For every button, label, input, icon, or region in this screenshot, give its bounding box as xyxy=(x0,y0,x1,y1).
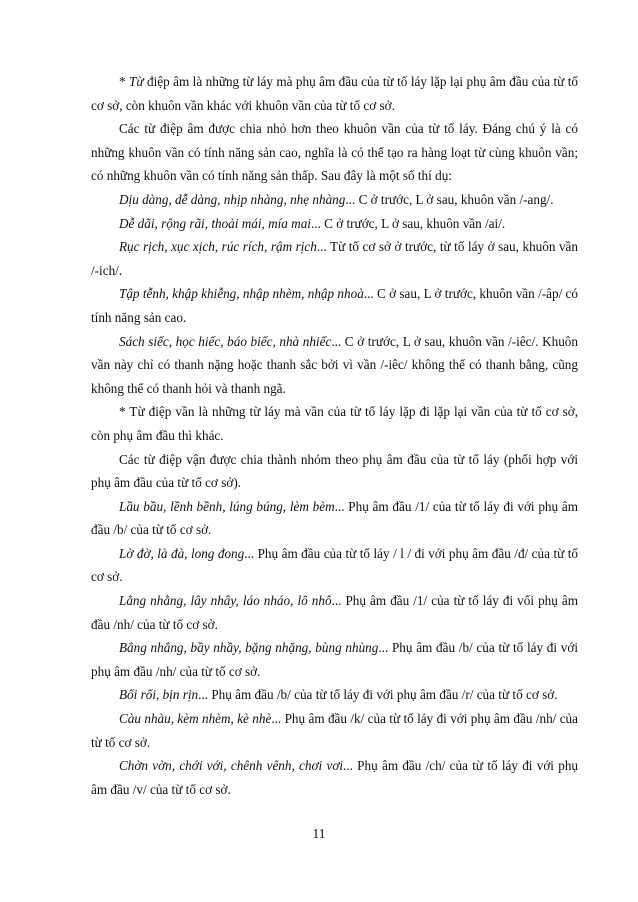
example-ang: Dịu dàng, dễ dàng, nhịp nhàng, nhẹ nhàng... C ở trước, L ở sau, khuôn vần /-ang/. xyxy=(119,191,554,207)
page-number: 11 xyxy=(312,826,326,841)
example-l-d: Lờ đờ, là đà, long đong... Phụ âm đầu của từ tố láy / l / đi với phụ âm đầu /đ/ của từ tố cơ sở. xyxy=(91,545,578,585)
example-ch-v: Chờn vờn, chới với, chênh vênh, chơi vơi... Phụ âm đầu /ch/ của từ tố láy đi với phụ âm đầu /v/ của từ tố cơ sở. xyxy=(91,758,579,797)
example-ai: Dễ dãi, rộng rãi, thoải mái, mía mai... C ở trước, L ở sau, khuôn vần /ai/. xyxy=(119,215,506,231)
example-k-nh: Càu nhàu, kèm nhèm, kè nhè... Phụ âm đầu /k/ của từ tố láy đi với phụ âm đầu /nh/ của từ tố cơ sở. xyxy=(91,711,578,750)
paragraph-2: Các từ điệp âm được chia nhỏ hơn theo khuôn vần của từ tố láy. Đáng chú ý là có những khuôn vần có tính năng sản cao, nghĩa là có thể tạo ra hàng loạt từ cùng khuôn vần; có những khuôn vần có tính năng sản thấp. Sau đây là một số thí dụ: xyxy=(91,121,578,184)
example-ap: Tập tễnh, khập khiễng, nhập nhèm, nhập nhoà... C ở sau, L ở trước, khuôn vần /-âp/ có tính năng sản cao. xyxy=(91,286,578,325)
paragraph-groups: Các từ điệp vận được chia thành nhóm theo phụ âm đầu của từ tố láy (phối hợp với phụ âm đầu của từ tố cơ sở). xyxy=(91,451,578,491)
paragraph-1: * Từ điệp âm là những từ láy mà phụ âm đầu của từ tố láy lặp lại phụ âm đầu của từ tố cơ sở, còn khuôn vần khác với khuôn vần của từ tố cơ sở. xyxy=(91,74,578,113)
example-b-r: Bối rối, bịn rịn... Phụ âm đầu /b/ của từ tố láy đi với phụ âm đầu /r/ của từ tố cơ sở. xyxy=(119,687,558,703)
example-b-nh: Bẳng nhẳng, bầy nhầy, bặng nhặng, bùng nhùng... Phụ âm đầu /b/ của từ tố láy đi với phụ âm đầu /nh/ của từ tố cơ sở. xyxy=(91,640,578,679)
example-l-nh: Lằng nhằng, lây nhây, láo nháo, lô nhô... Phụ âm đầu /1/ của từ tố láy đi vối phụ âm đầu /nh/ của từ tố cơ sở. xyxy=(91,593,578,632)
example-ich: Rục rịch, xục xịch, rúc rích, rậm rịch... Từ tố cơ sở ở trước, từ tố láy ở sau, khuôn vần /-ich/. xyxy=(91,239,578,278)
example-iec: Sách siếc, học hiếc, báo biếc, nhà nhiếc... C ở trước, L ở sau, khuôn vần /-iêc/. Khuôn vần này chỉ có thanh nặng hoặc thanh sắc bởi vì vần /-iêc/ không thể có thanh bằng, cũng không thể có thanh hỏi và thanh ngã. xyxy=(91,333,578,396)
example-l-b: Lầu bầu, lềnh bềnh, lúng búng, lèm bèm... Phụ âm đầu /1/ của từ tố láy đi với phụ âm đầu /b/ của từ tố cơ sở. xyxy=(91,498,578,538)
body-text xyxy=(91,70,578,801)
paragraph-diep-van: * Từ điệp vần là những từ láy mà vần của từ tố láy lặp đi lặp lại vần của từ tố cơ sở, còn phụ âm đầu thì khác. xyxy=(91,404,578,443)
